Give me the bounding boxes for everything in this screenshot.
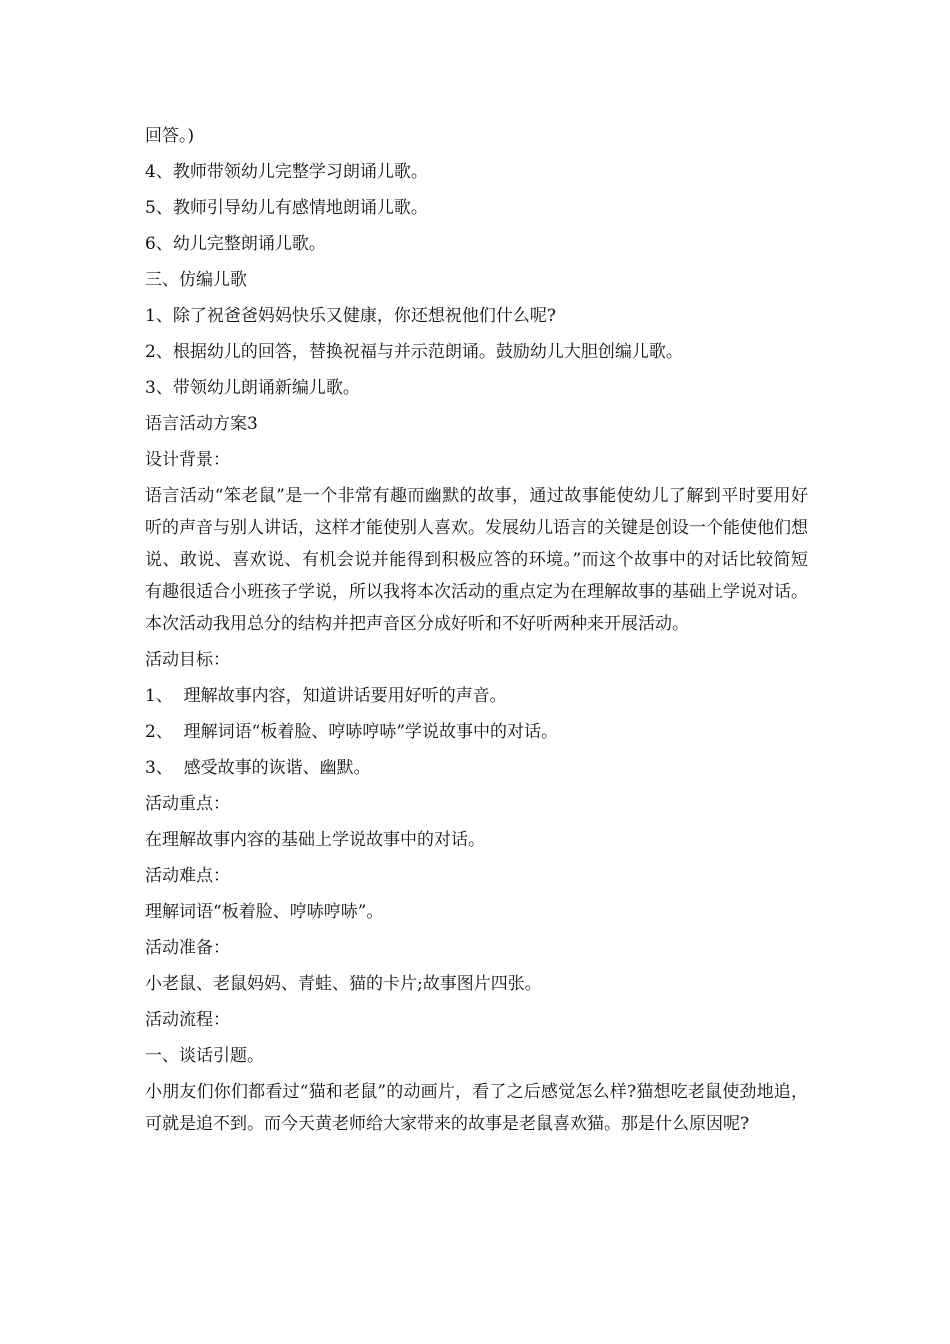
background-paragraph: 语言活动“笨老鼠”是一个非常有趣而幽默的故事，通过故事能使幼儿了解到平时要用好听的声音与别人讲话，这样才能使别人喜欢。发展幼儿语言的关键是创设一个能使他们想说、敢说、喜欢说、有机会说并能得到积极应答的环境。”而这个故事中的对话比较简短有趣很适合小班孩子学说，所以我将本次活动的重点定为在理解故事的基础上学说对话。本次活动我用总分的结构并把声音区分成好听和不好听两种来开展活动。: [145, 486, 808, 634]
text-line: 1、除了祝爸爸妈妈快乐又健康，你还想祝他们什么呢?: [145, 306, 556, 326]
text-line: 3、带领幼儿朗诵新编儿歌。: [145, 378, 360, 398]
closing-paragraph: 小朋友们你们都看过“猫和老鼠”的动画片，看了之后感觉怎么样?猫想吃老鼠使劲地追，可就是追不到。而今天黄老师给大家带来的故事是老鼠喜欢猫。那是什么原因呢?: [145, 1082, 808, 1134]
text-line: 小老鼠、老鼠妈妈、青蛙、猫的卡片;故事图片四张。: [145, 974, 542, 994]
text-line: 4、教师带领幼儿完整学习朗诵儿歌。: [145, 162, 428, 182]
text-line: 在理解故事内容的基础上学说故事中的对话。: [145, 830, 485, 850]
section-heading: 活动流程：: [145, 1010, 230, 1030]
text-line: 理解词语“板着脸、哼哧哼哧”。: [145, 902, 384, 922]
section-heading: 三、仿编儿歌: [145, 270, 247, 290]
plan-title: 语言活动方案3: [145, 414, 258, 434]
list-item: 3、 感受故事的诙谐、幽默。: [145, 758, 371, 778]
text-line: 5、教师引导幼儿有感情地朗诵儿歌。: [145, 198, 428, 218]
section-heading: 设计背景：: [145, 450, 230, 470]
document-body: [145, 118, 808, 1142]
section-heading: 一、谈话引题。: [145, 1046, 264, 1066]
section-heading: 活动准备：: [145, 938, 230, 958]
section-heading: 活动目标：: [145, 650, 230, 670]
section-heading: 活动重点：: [145, 794, 230, 814]
list-item: 2、 理解词语“板着脸、哼哧哼哧”学说故事中的对话。: [145, 722, 559, 742]
text-line: 2、根据幼儿的回答，替换祝福与并示范朗诵。鼓励幼儿大胆创编儿歌。: [145, 342, 683, 362]
text-line: 6、幼儿完整朗诵儿歌。: [145, 234, 326, 254]
list-item: 1、 理解故事内容，知道讲话要用好听的声音。: [145, 686, 507, 706]
section-heading: 活动难点：: [145, 866, 230, 886]
text-line: 回答。): [145, 126, 195, 146]
